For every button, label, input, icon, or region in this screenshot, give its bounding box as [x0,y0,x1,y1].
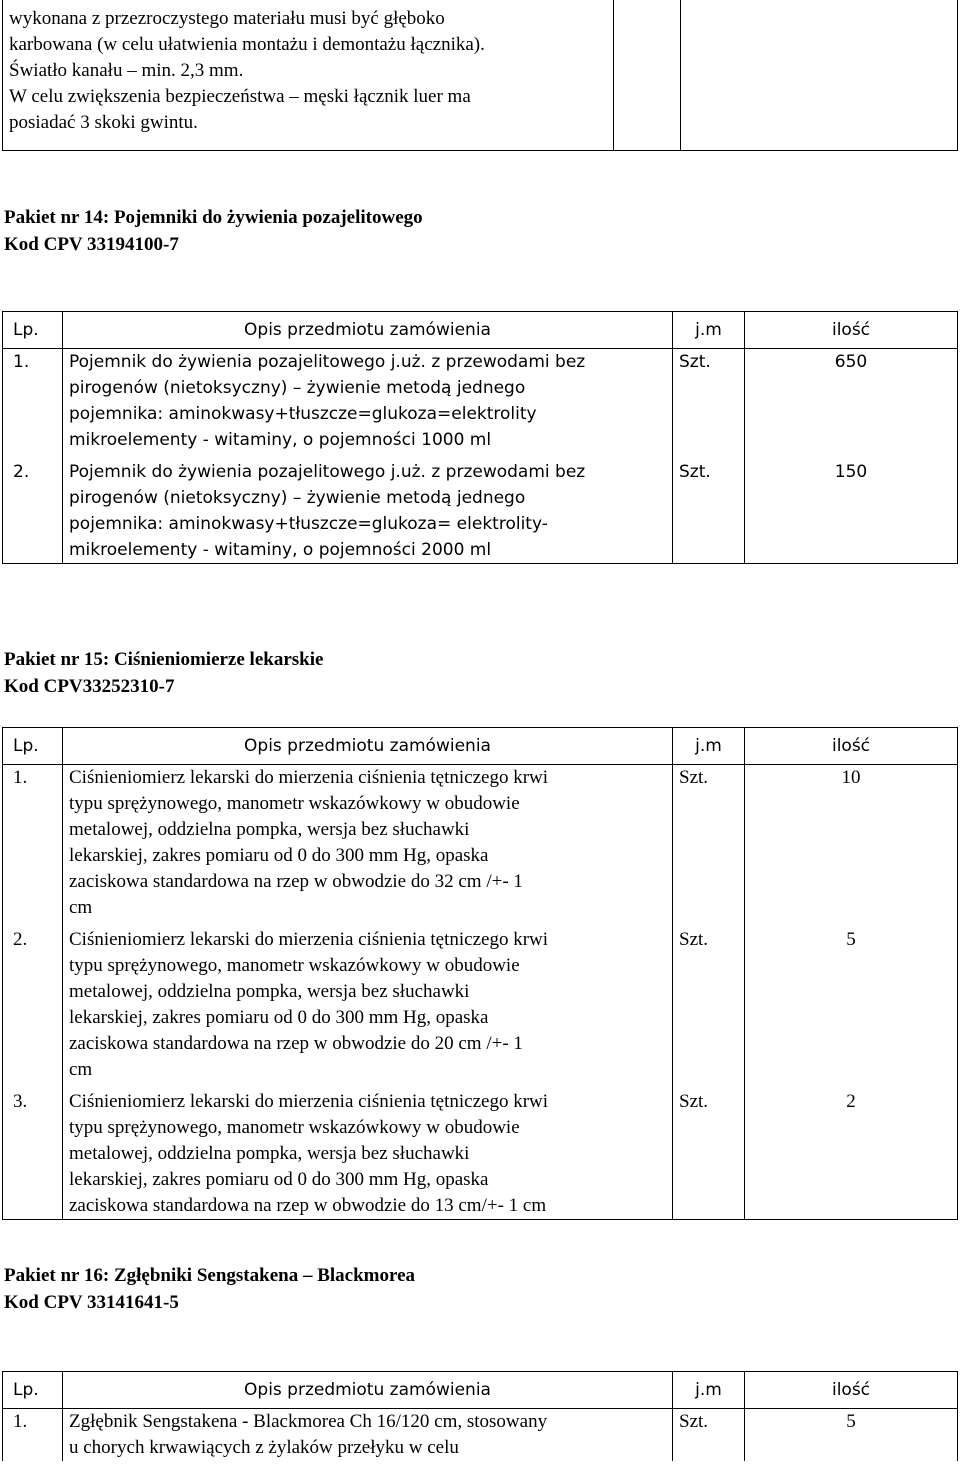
description-line: typu sprężynowego, manometr wskazówkowy w obudowie [69,1117,520,1138]
item-number: 1. [3,765,63,928]
intro-line: wykonana z przezroczystego materiału musi być głęboko [9,8,445,29]
package-cpv-code: Kod CPV 33141641-5 [4,1292,179,1313]
table-row [3,927,958,1089]
item-description [63,1089,673,1220]
item-unit: Szt. [673,927,745,1089]
description-line: pojemnika: aminokwasy+tłuszcze=glukoza=elektrolity [69,404,537,424]
description-line: Ciśnieniomierz lekarski do mierzenia ciśnienia tętniczego krwi [69,1091,549,1112]
item-quantity: 650 [745,349,958,460]
header-description: Opis przedmiotu zamówienia [63,1372,673,1409]
package-cpv-code: Kod CPV33252310-7 [4,676,175,697]
description-line: metalowej, oddzielna pompka, wersja bez słuchawki [69,819,470,840]
header-quantity: ilość [745,312,958,349]
item-quantity: 10 [745,765,958,928]
description-line: cm [69,1059,93,1080]
item-description [63,459,673,564]
header-unit: j.m [673,728,745,765]
item-number: 2. [3,459,63,564]
table-header-row [3,312,958,349]
item-description [63,1409,673,1462]
header-unit: j.m [673,312,745,349]
intro-line: W celu zwiększenia bezpieczeństwa – męski łącznik luer ma [9,86,471,107]
header-quantity: ilość [745,1372,958,1409]
package-heading [4,646,323,700]
items-table [2,311,958,564]
item-description [63,765,673,928]
item-quantity: 2 [745,1089,958,1220]
description-line: Pojemnik do żywienia pozajelitowego j.uż. z przewodami bez [69,352,586,372]
table-row [3,765,958,928]
description-line: lekarskiej, zakres pomiaru od 0 do 300 mm Hg, opaska [69,1169,489,1190]
description-line: lekarskiej, zakres pomiaru od 0 do 300 mm Hg, opaska [69,1007,489,1028]
item-unit: Szt. [673,765,745,928]
header-description: Opis przedmiotu zamówienia [63,728,673,765]
description-line: u chorych krwawiących z żylaków przełyku w celu [69,1437,459,1458]
intro-line: Światło kanału – min. 2,3 mm. [9,60,244,81]
table-row [3,459,958,564]
item-description [63,927,673,1089]
items-table [2,1371,958,1461]
item-unit: Szt. [673,459,745,564]
description-line: metalowej, oddzielna pompka, wersja bez słuchawki [69,981,470,1002]
package-title: Pakiet nr 14: Pojemniki do żywienia pozajelitowego [4,207,423,228]
header-quantity: ilość [745,728,958,765]
item-number: 2. [3,927,63,1089]
item-unit: Szt. [673,1409,745,1462]
item-quantity: 5 [745,927,958,1089]
item-quantity: 150 [745,459,958,564]
description-line: Ciśnieniomierz lekarski do mierzenia ciśnienia tętniczego krwi [69,929,549,950]
package-cpv-code: Kod CPV 33194100-7 [4,234,179,255]
items-table [2,727,958,1220]
description-line: mikroelementy - witaminy, o pojemności 1000 ml [69,430,492,450]
description-line: Ciśnieniomierz lekarski do mierzenia ciśnienia tętniczego krwi [69,767,549,788]
description-line: typu sprężynowego, manometr wskazówkowy w obudowie [69,793,520,814]
table-row [3,1089,958,1220]
description-line: zaciskowa standardowa na rzep w obwodzie do 20 cm /+- 1 [69,1033,523,1054]
header-lp: Lp. [3,1372,63,1409]
header-lp: Lp. [3,728,63,765]
description-line: Zgłębnik Sengstakena - Blackmorea Ch 16/120 cm, stosowany [69,1411,548,1432]
table-row [3,1409,958,1462]
table-row [3,349,958,460]
item-unit: Szt. [673,1089,745,1220]
description-line: zaciskowa standardowa na rzep w obwodzie do 32 cm /+- 1 [69,871,523,892]
description-line: pirogenów (nietoksyczny) – żywienie metodą jednego [69,488,526,508]
intro-line: posiadać 3 skoki gwintu. [9,112,198,133]
intro-empty-cell [614,0,681,150]
item-number: 1. [3,1409,63,1462]
package-title: Pakiet nr 15: Ciśnieniomierze lekarskie [4,649,324,670]
description-line: typu sprężynowego, manometr wskazówkowy w obudowie [69,955,520,976]
table-header-row [3,1372,958,1409]
package-title: Pakiet nr 16: Zgłębniki Sengstakena – Blackmorea [4,1265,415,1286]
description-line: cm [69,897,93,918]
intro-empty-cell [681,0,958,150]
package-heading [4,1262,415,1316]
header-unit: j.m [673,1372,745,1409]
item-number: 1. [3,349,63,460]
intro-description-cell [3,0,614,150]
description-line: pirogenów (nietoksyczny) – żywienie metodą jednego [69,378,526,398]
description-line: metalowej, oddzielna pompka, wersja bez słuchawki [69,1143,470,1164]
description-line: pojemnika: aminokwasy+tłuszcze=glukoza= elektrolity- [69,514,548,534]
header-lp: Lp. [3,312,63,349]
package-heading [4,204,423,258]
item-unit: Szt. [673,349,745,460]
description-line: mikroelementy - witaminy, o pojemności 2000 ml [69,540,492,560]
intro-line: karbowana (w celu ułatwienia montażu i demontażu łącznika). [9,34,485,55]
continuation-table [2,0,958,151]
description-line: lekarskiej, zakres pomiaru od 0 do 300 mm Hg, opaska [69,845,489,866]
item-quantity: 5 [745,1409,958,1462]
description-line: zaciskowa standardowa na rzep w obwodzie do 13 cm/+- 1 cm [69,1195,547,1216]
table-header-row [3,728,958,765]
header-description: Opis przedmiotu zamówienia [63,312,673,349]
description-line: Pojemnik do żywienia pozajelitowego j.uż. z przewodami bez [69,462,586,482]
item-description [63,349,673,460]
item-number: 3. [3,1089,63,1220]
